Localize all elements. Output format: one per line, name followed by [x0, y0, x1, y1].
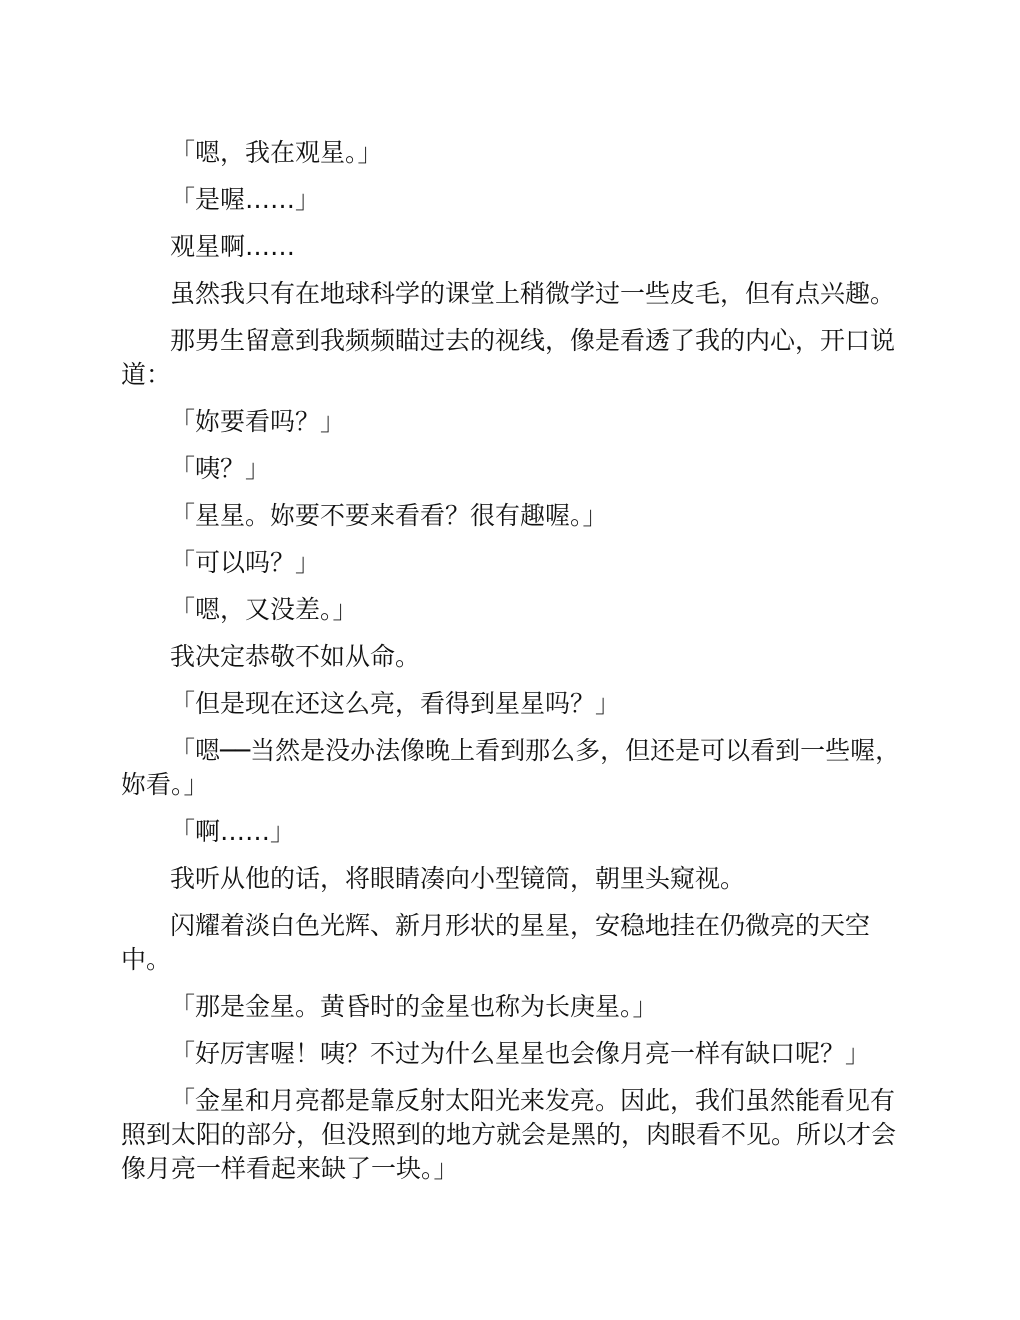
paragraph-12: 「但是现在还这么亮，看得到星星吗？」	[170, 689, 621, 718]
paragraph-8: 「星星。妳要不要来看看？很有趣喔。」	[170, 501, 608, 530]
paragraph-3: 观星啊……	[170, 232, 296, 261]
paragraph-4: 虽然我只有在地球科学的课堂上稍微学过一些皮毛，但有点兴趣。	[170, 279, 896, 308]
paragraph-16: 闪耀着淡白色光辉、新月形状的星星，安稳地挂在仍微亮的天空中。	[121, 911, 871, 974]
paragraph-5: 那男生留意到我频频瞄过去的视线，像是看透了我的内心，开口说道：	[121, 326, 896, 389]
document-page	[121, 136, 901, 1199]
paragraph-15: 我听从他的话，将眼睛凑向小型镜筒，朝里头窥视。	[170, 864, 746, 893]
paragraph-13: 「嗯──当然是没办法像晚上看到那么多，但还是可以看到一些喔，妳看。」	[121, 736, 901, 799]
paragraph-17: 「那是金星。黄昏时的金星也称为长庚星。」	[170, 992, 658, 1021]
paragraph-7: 「咦？」	[170, 454, 271, 483]
paragraph-14: 「啊……」	[170, 817, 296, 846]
paragraph-6: 「妳要看吗？」	[170, 407, 346, 436]
paragraph-2: 「是喔……」	[170, 185, 321, 214]
paragraph-19: 「金星和月亮都是靠反射太阳光来发亮。因此，我们虽然能看见有照到太阳的部分，但没照到的地方就会是黑的，肉眼看不见。所以才会像月亮一样看起来缺了一块。」	[121, 1086, 897, 1183]
paragraph-18: 「好厉害喔！咦？不过为什么星星也会像月亮一样有缺口呢？」	[170, 1039, 871, 1068]
paragraph-10: 「嗯，又没差。」	[170, 595, 358, 624]
paragraph-1: 「嗯，我在观星。」	[170, 138, 383, 167]
paragraph-11: 我决定恭敬不如从命。	[170, 642, 421, 671]
paragraph-9: 「可以吗？」	[170, 548, 321, 577]
